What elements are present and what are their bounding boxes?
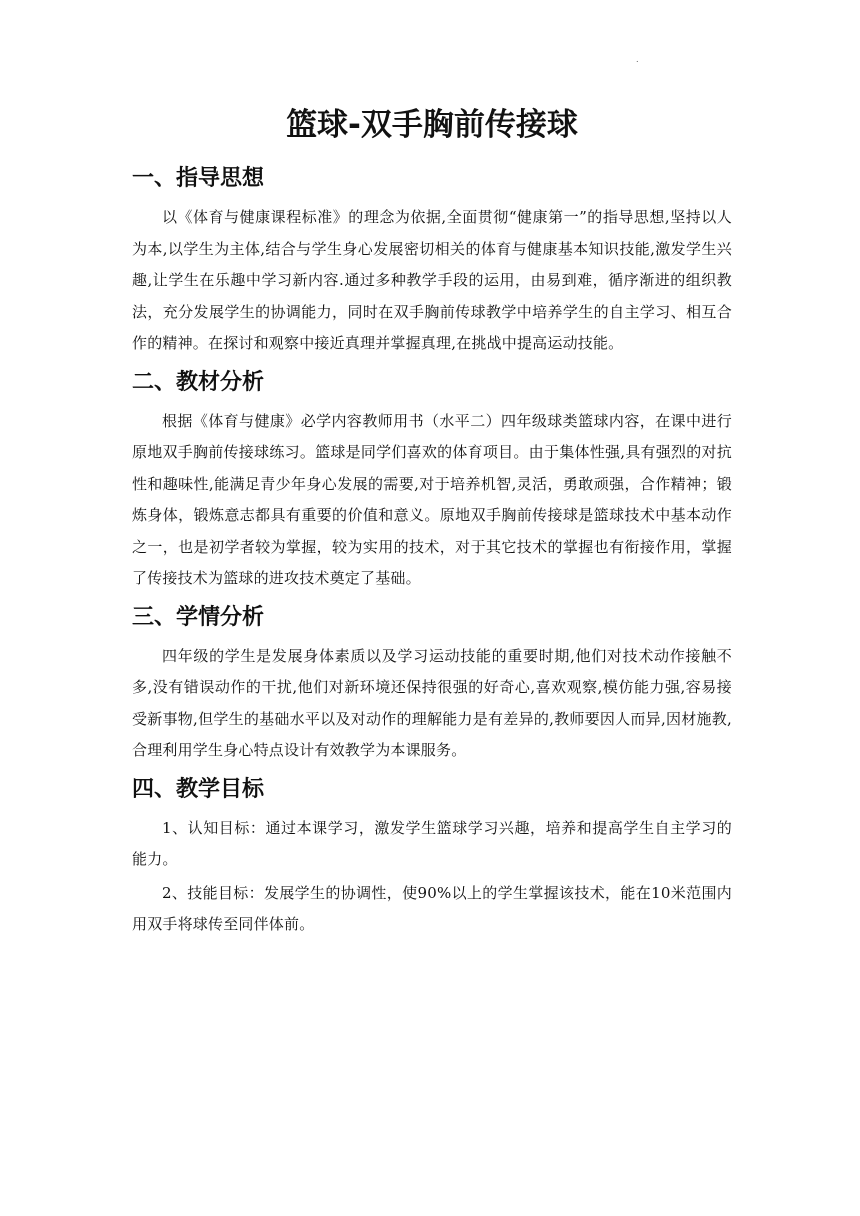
corner-mark: . bbox=[636, 55, 639, 64]
document-title: 篮球-双手胸前传接球 bbox=[286, 107, 578, 143]
section-teaching-goals bbox=[132, 773, 732, 941]
goal-item: 2、技能目标：发展学生的协调性，使90%以上的学生掌握该技术，能在10米范围内用双手将球传至同伴体前。 bbox=[132, 883, 732, 933]
section-heading: 一、指导思想 bbox=[132, 166, 265, 191]
section-heading: 二、教材分析 bbox=[132, 369, 265, 395]
section-textbook-analysis bbox=[132, 366, 732, 595]
section-learner-analysis bbox=[132, 601, 732, 767]
section-heading: 四、教学目标 bbox=[132, 776, 265, 802]
section-paragraph: 根据《体育与健康》必学内容教师用书（水平二）四年级球类篮球内容，在课中进行原地双手胸前传接球练习。篮球是同学们喜欢的体育项目。由于集体性强,具有强烈的对抗性和趣味性,能满足青少年身心发展的需要,对于培养机智,灵活，勇敢顽强，合作精神；锻炼身体，锻炼意志都具有重要的价值和意义。原地双手胸前传接球是篮球技术中基本动作之一，也是初学者较为掌握，较为实用的技术，对于其它技术的掌握也有衔接作用，掌握了传接技术为篮球的进攻技术奠定了基础。 bbox=[132, 411, 732, 587]
section-paragraph: 四年级的学生是发展身体素质以及学习运动技能的重要时期,他们对技术动作接触不多,没有错误动作的干扰,他们对新环境还保持很强的好奇心,喜欢观察,模仿能力强,容易接受新事物,但学生的基础水平以及对动作的理解能力是有差异的,教师要因人而异,因材施教,合理利用学生身心特点设计有效教学为本课服务。 bbox=[132, 646, 732, 759]
goal-item: 1、认知目标：通过本课学习，激发学生篮球学习兴趣，培养和提高学生自主学习的能力。 bbox=[132, 818, 732, 868]
section-paragraph: 以《体育与健康课程标准》的理念为依据,全面贯彻“健康第一”的指导思想,坚持以人为本,以学生为主体,结合与学生身心发展密切相关的体育与健康基本知识技能,激发学生兴趣,让学生在乐趣中学习新内容.通过多种教学手段的运用，由易到难，循序渐进的组织教法，充分发展学生的协调能力，同时在双手胸前传球教学中培养学生的自主学习、相互合作的精神。在探讨和观察中接近真理并掌握真理,在挑战中提高运动技能。 bbox=[132, 208, 732, 352]
section-heading: 三、学情分析 bbox=[132, 604, 265, 630]
section-guiding-ideology bbox=[132, 162, 732, 360]
document-page bbox=[132, 100, 732, 943]
